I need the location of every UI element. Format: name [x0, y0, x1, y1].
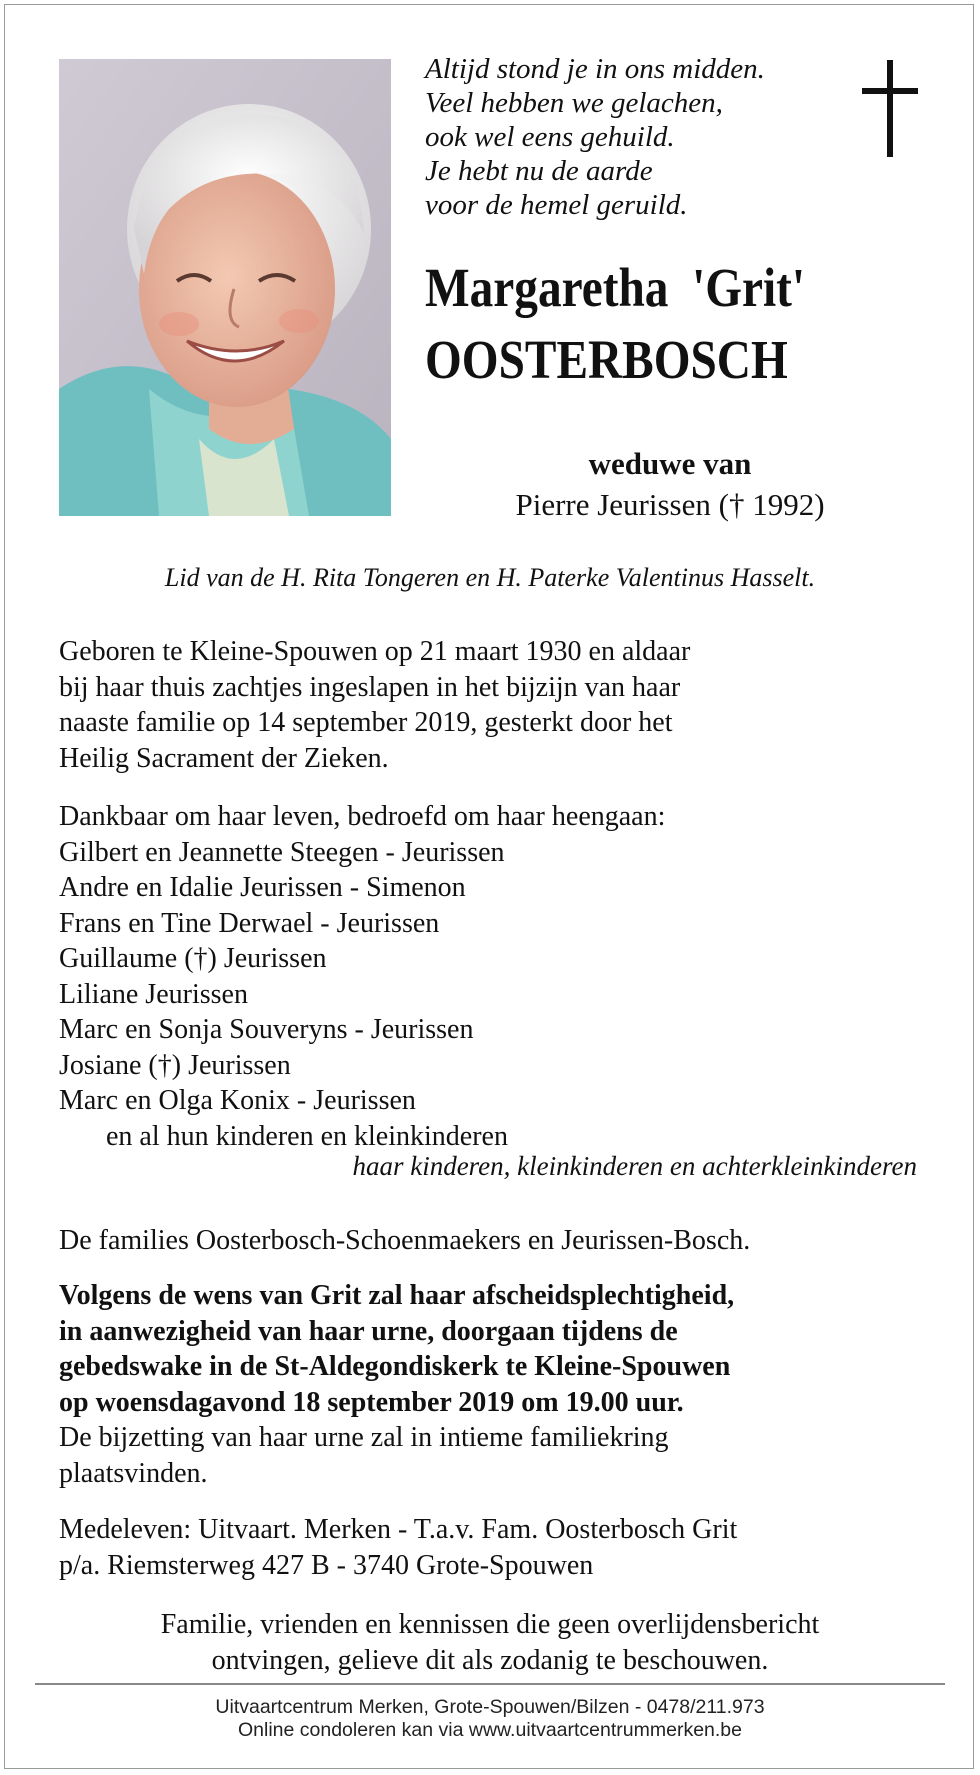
- mourner: Marc en Sonja Souveryns - Jeurissen: [59, 1014, 474, 1045]
- spouse-name: Pierre Jeurissen († 1992): [515, 487, 825, 522]
- poem-line: Veel hebben we gelachen,: [425, 87, 723, 119]
- ceremony-line: Volgens de wens van Grit zal haar afscheidsplechtigheid,: [59, 1280, 735, 1311]
- text-line: naaste familie op 14 september 2019, gesterkt door het: [59, 707, 673, 738]
- mourner: Marc en Olga Konix - Jeurissen: [59, 1085, 416, 1116]
- ceremony-line: in aanwezigheid van haar urne, doorgaan tijdens de: [59, 1315, 678, 1347]
- ceremony-line: gebedswake in de St-Aldegondiskerk te Kleine-Spouwen: [59, 1351, 731, 1382]
- burial-line: De bijzetting van haar urne zal in intieme familiekring: [59, 1422, 669, 1453]
- footer-funeral-home: Uitvaartcentrum Merken, Grote-Spouwen/Bilzen - 0478/211.973: [215, 1696, 765, 1718]
- ceremony-paragraph: [59, 1278, 734, 1491]
- family-caption: haar kinderen, kleinkinderen en achterkleinkinderen: [352, 1151, 917, 1181]
- mourner: Liliane Jeurissen: [59, 978, 248, 1010]
- mourner: Guillaume (†) Jeurissen: [59, 943, 327, 974]
- mourners-list: [59, 799, 665, 1154]
- poem-line: Altijd stond je in ons midden.: [425, 53, 765, 85]
- poem-line: Je hebt nu de aarde: [425, 155, 653, 187]
- condolences-address: [59, 1512, 737, 1583]
- text-line: Geboren te Kleine-Spouwen op 21 maart 1930 en aldaar: [59, 636, 691, 667]
- text-line: Heilig Sacrament der Zieken.: [59, 742, 389, 774]
- footer-website: Online condoleren kan via www.uitvaartcentrummerken.be: [237, 1719, 742, 1741]
- notice-line: ontvingen, gelieve dit als zodanig te beschouwen.: [211, 1644, 769, 1676]
- membership-line: Lid van de H. Rita Tongeren en H. Paterke Valentinus Hasselt.: [164, 563, 816, 592]
- burial-line: plaatsvinden.: [59, 1457, 208, 1489]
- footer-divider: [35, 1683, 945, 1685]
- text-line: bij haar thuis zachtjes ingeslapen in het bijzijn van haar: [59, 671, 681, 703]
- portrait-photo: [59, 59, 391, 516]
- deceased-name: [425, 252, 805, 396]
- families-line: De families Oosterbosch-Schoenmaekers en Jeurissen-Bosch.: [59, 1225, 751, 1256]
- grandchildren-line: en al hun kinderen en kleinkinderen: [106, 1120, 508, 1152]
- widow-block: [440, 443, 900, 525]
- latin-cross-icon: [860, 60, 920, 160]
- mourner: Josiane (†) Jeurissen: [59, 1049, 291, 1081]
- footer: [0, 1696, 980, 1742]
- condolences-line: p/a. Riemsterweg 427 B - 3740 Grote-Spouwen: [59, 1549, 594, 1581]
- poem: [425, 52, 765, 222]
- deceased-first-name: Margaretha 'Grit': [425, 257, 806, 318]
- notice-line: Familie, vrienden en kennissen die geen overlijdensbericht: [160, 1609, 820, 1640]
- notice-paragraph: [0, 1607, 980, 1678]
- poem-line: ook wel eens gehuild.: [425, 121, 675, 153]
- mourner: Andre en Idalie Jeurissen - Simenon: [59, 872, 466, 903]
- mourner: Frans en Tine Derwael - Jeurissen: [59, 907, 440, 939]
- ceremony-line: op woensdagavond 18 september 2019 om 19.00 uur.: [59, 1386, 684, 1418]
- birth-paragraph: [59, 634, 690, 776]
- poem-line: voor de hemel geruild.: [425, 189, 688, 221]
- mourners-intro: Dankbaar om haar leven, bedroefd om haar heengaan:: [59, 801, 666, 832]
- condolences-line: Medeleven: Uitvaart. Merken - T.a.v. Fam. Oosterbosch Grit: [59, 1514, 738, 1545]
- widow-label: weduwe van: [588, 446, 752, 481]
- deceased-last-name: OOSTERBOSCH: [425, 329, 788, 390]
- mourner: Gilbert en Jeannette Steegen - Jeurissen: [59, 836, 505, 868]
